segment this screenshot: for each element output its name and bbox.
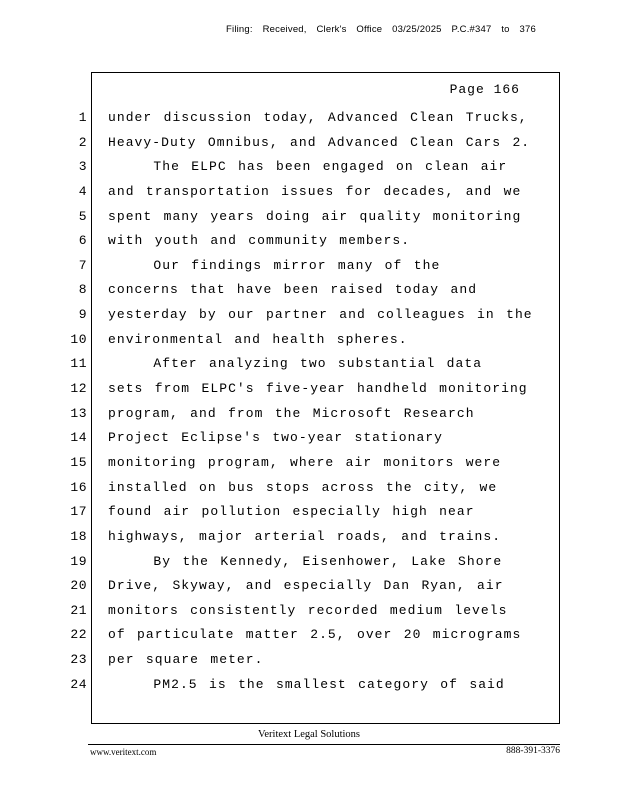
line-number: 15: [70, 454, 87, 470]
line-number: 9: [78, 307, 87, 323]
line-text: By the Kennedy, Eisenhower, Lake Shore: [108, 553, 503, 569]
line-text: monitors consistently recorded medium levels: [108, 602, 508, 618]
line-number: 1: [78, 110, 87, 125]
transcript-line: [58, 451, 560, 476]
transcript-line: [58, 673, 560, 698]
transcript-line: [58, 525, 560, 550]
line-text: Drive, Skyway, and especially Dan Ryan, air: [108, 578, 504, 594]
line-number: 6: [78, 233, 87, 249]
line-number: 12: [70, 381, 87, 397]
line-number: 10: [70, 331, 87, 347]
transcript-line: [58, 180, 560, 205]
page-number-label: Page 166: [449, 82, 520, 97]
line-number: 4: [78, 183, 87, 199]
line-number: 13: [70, 405, 87, 421]
line-number: 16: [70, 479, 87, 495]
transcript-line: [58, 500, 560, 525]
transcript-line: [58, 106, 560, 131]
line-number: 17: [70, 504, 87, 520]
transcript-line: [58, 254, 560, 279]
line-text: per square meter.: [108, 652, 264, 668]
line-text: installed on bus stops across the city, we: [108, 479, 498, 495]
transcript-line: [58, 328, 560, 353]
line-text: environmental and health spheres.: [108, 331, 408, 347]
line-text: PM2.5 is the smallest category of said: [108, 676, 505, 692]
transcript-line: [58, 574, 560, 599]
transcript-line: [58, 377, 560, 402]
line-text: highways, major arterial roads, and trains.: [108, 528, 502, 544]
line-text: The ELPC has been engaged on clean air: [108, 159, 508, 175]
line-text: Heavy-Duty Omnibus, and Advanced Clean Cars 2.: [108, 134, 531, 150]
transcript-line: [58, 402, 560, 427]
line-number: 19: [70, 553, 87, 569]
line-number: 3: [78, 159, 87, 175]
line-text: Project Eclipse's two-year stationary: [108, 430, 443, 446]
transcript-line: [58, 155, 560, 180]
line-number: 22: [70, 627, 87, 643]
transcript-line: [58, 476, 560, 501]
line-number: 7: [78, 257, 87, 273]
line-number: 24: [70, 676, 87, 692]
transcript-line: [58, 648, 560, 673]
footer-divider: [88, 744, 560, 745]
line-number: 5: [78, 208, 87, 224]
line-text: yesterday by our partner and colleagues in the: [108, 307, 533, 323]
footer-phone-number: 888-391-3376: [506, 746, 560, 756]
footer-website-link[interactable]: www.veritext.com: [90, 747, 157, 757]
line-text: sets from ELPC's five-year handheld monitoring: [108, 381, 528, 397]
transcript-line: [58, 303, 560, 328]
line-text: monitoring program, where air monitors were: [108, 454, 502, 470]
transcript-line: [58, 278, 560, 303]
transcript-line: [58, 599, 560, 624]
line-text: of particulate matter 2.5, over 20 micrograms: [108, 627, 522, 643]
line-number: 14: [70, 430, 87, 446]
line-text: under discussion today, Advanced Clean Trucks,: [108, 110, 528, 125]
line-number: 23: [70, 652, 87, 668]
line-text: After analyzing two substantial data: [108, 356, 483, 372]
line-number: 20: [70, 578, 87, 594]
transcript-body: [58, 106, 560, 697]
filing-stamp: Filing: Received, Clerk's Office 03/25/2025 P.C.#347 to 376: [226, 24, 536, 35]
transcript-line: [58, 623, 560, 648]
transcript-line: [58, 550, 560, 575]
line-number: 18: [70, 528, 87, 544]
transcript-line: [58, 426, 560, 451]
line-number: 21: [70, 602, 87, 618]
line-text: program, and from the Microsoft Research: [108, 405, 475, 421]
transcript-line: [58, 352, 560, 377]
footer-company: Veritext Legal Solutions: [257, 729, 361, 740]
line-number: 2: [78, 134, 87, 150]
line-text: concerns that have been raised today and: [108, 282, 478, 298]
line-text: found air pollution especially high near: [108, 504, 475, 520]
transcript-line: [58, 205, 560, 230]
line-text: with youth and community members.: [108, 233, 411, 249]
line-text: spent many years doing air quality monitoring: [108, 208, 522, 224]
line-text: Our findings mirror many of the: [108, 257, 441, 273]
line-number: 11: [70, 356, 87, 372]
transcript-line: [58, 229, 560, 254]
transcript-line: [58, 131, 560, 156]
line-number: 8: [78, 282, 87, 298]
line-text: and transportation issues for decades, and we: [108, 183, 522, 199]
